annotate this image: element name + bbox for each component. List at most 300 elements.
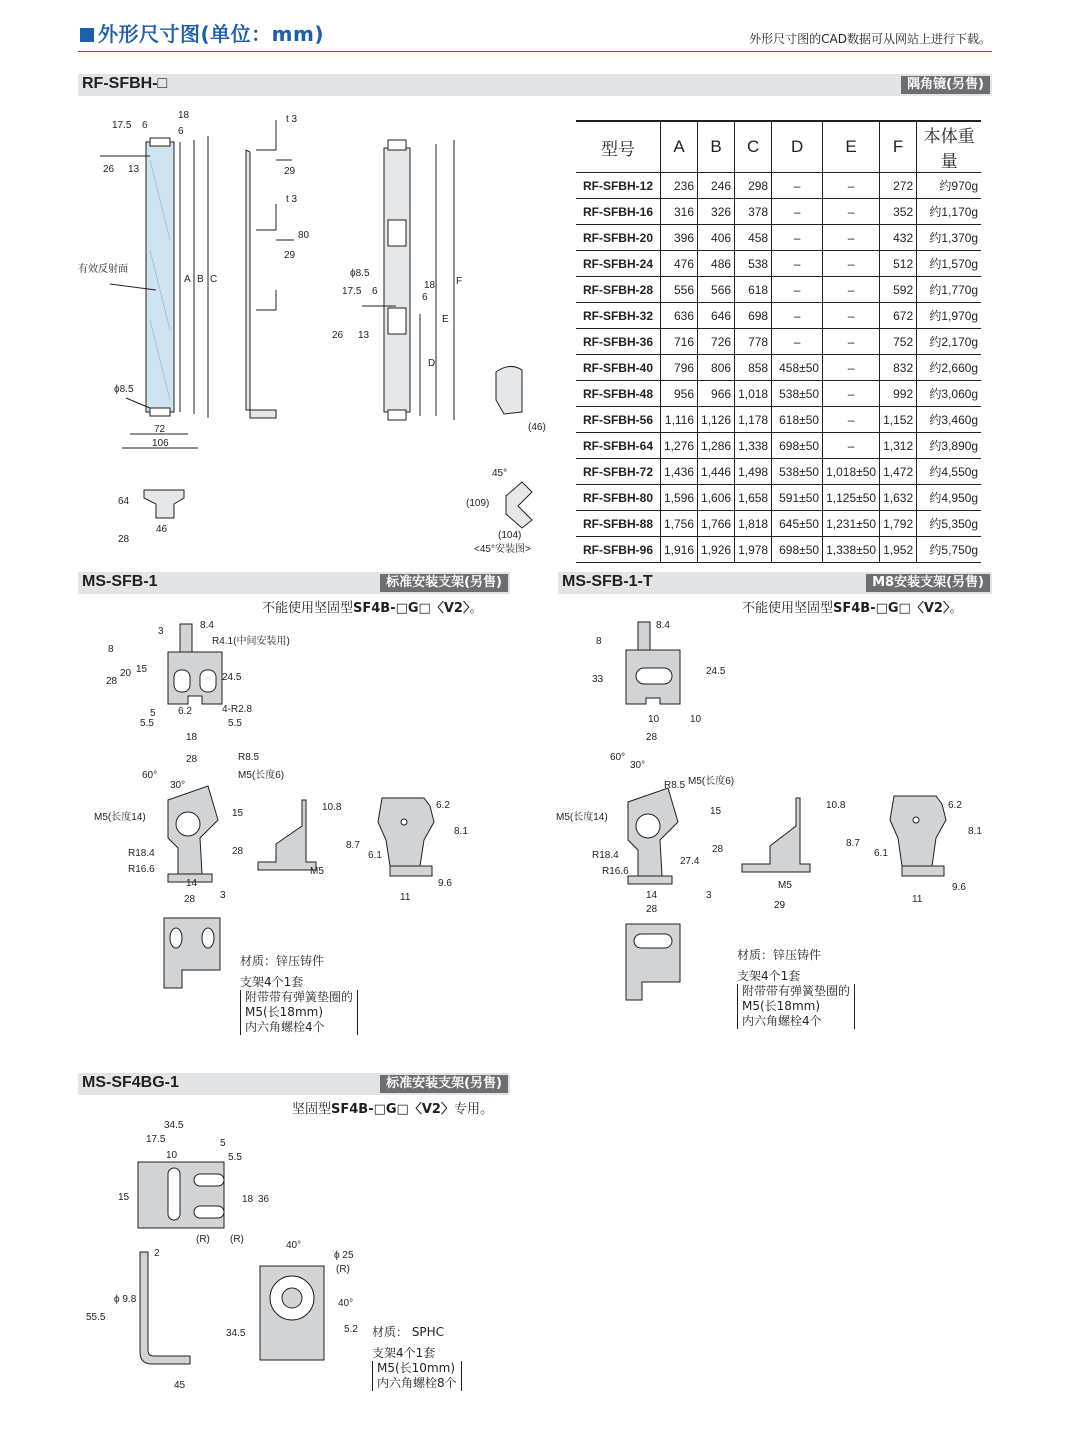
dim-label: 13 [128, 164, 140, 175]
table-cell: 约1,570g [917, 251, 982, 277]
dim-label: 6.2 [948, 800, 962, 811]
bracket-base [902, 866, 944, 876]
table-cell: 672 [880, 303, 917, 329]
table-cell: 966 [698, 381, 735, 407]
slot-hole [174, 670, 190, 692]
dim-label: 27.4 [680, 856, 700, 867]
pivot-hole [176, 812, 200, 836]
table-cell: 246 [698, 173, 735, 199]
table-cell: 1,338 [735, 433, 772, 459]
dim-label: 18 [186, 732, 198, 743]
table-cell: 约1,970g [917, 303, 982, 329]
table-cell: 1,978 [735, 537, 772, 563]
dim-label: 8.1 [454, 826, 468, 837]
model-cell: RF-SFBH-20 [576, 225, 661, 251]
dim-label: 9.6 [952, 882, 966, 893]
model-cell: RF-SFBH-72 [576, 459, 661, 485]
dim-label: 15 [710, 806, 722, 817]
bracket-bottom [164, 918, 220, 988]
table-row [576, 251, 981, 277]
dim-label: t 3 [286, 114, 298, 125]
section-bar-ms-sf4bg-1 [78, 1073, 510, 1095]
dim-label: 28 [232, 846, 244, 857]
front-view [100, 136, 208, 448]
table-cell: – [772, 225, 823, 251]
top-cap [150, 138, 170, 146]
slot-hole [170, 928, 182, 948]
table-row [576, 199, 981, 225]
title-square-icon [80, 28, 94, 42]
dim-label: 10.8 [322, 802, 342, 813]
dim-label: E [442, 314, 449, 325]
dim-label: 28 [184, 894, 196, 905]
table-cell: 618 [735, 277, 772, 303]
dim-label: 29 [284, 166, 296, 177]
top-profile [144, 490, 184, 518]
slot-hole [194, 1174, 224, 1186]
center-hole [401, 819, 407, 825]
slot-hole [200, 670, 216, 692]
table-cell: 1,116 [661, 407, 698, 433]
dim-label: 4-R2.8 [222, 704, 253, 715]
center-hole [913, 817, 919, 823]
bracket-rear [378, 798, 434, 866]
dim-label: R4.1(中间安装用) [212, 636, 290, 647]
table-cell: – [823, 251, 880, 277]
bracket-tab [638, 622, 650, 650]
section-bar-ms-sfb-1-t [558, 572, 992, 594]
table-cell: 约5,750g [917, 537, 982, 563]
cad-download-note: 外形尺寸图的CAD数据可从网站上进行下载。 [749, 32, 991, 46]
header-rule [78, 51, 992, 52]
col-header: E [823, 121, 880, 173]
top-view [138, 1162, 224, 1228]
iso-bracket [496, 366, 522, 414]
mirror-body [146, 142, 174, 412]
table-cell: 1,231±50 [823, 511, 880, 537]
dim-label: 6 [178, 126, 184, 137]
dim-label: 106 [152, 438, 169, 449]
table-cell: 432 [880, 225, 917, 251]
table-cell: – [823, 199, 880, 225]
dim-label: 8.4 [200, 620, 214, 631]
table-cell: – [823, 277, 880, 303]
table-header-row [576, 121, 981, 173]
dim-label: M5(长度6) [688, 776, 735, 787]
back-mid-mount [388, 308, 406, 334]
table-cell: 1,338±50 [823, 537, 880, 563]
dim-label: 18 [242, 1194, 254, 1205]
attachment-bracket: M5(长10mm) 内六角螺栓8个 [372, 1361, 462, 1391]
dim-label: R18.4 [592, 850, 619, 861]
dim-label: 26 [332, 330, 344, 341]
ms-sf4bg-1-drawing [78, 1112, 398, 1402]
material-block [737, 948, 855, 1029]
rear-plate-view [260, 1266, 324, 1360]
top-view [144, 490, 184, 518]
dim-label: 6.2 [178, 706, 192, 717]
side-view-labels [310, 802, 360, 877]
dim-label: R16.6 [128, 864, 155, 875]
dim-label: M5 [778, 880, 792, 891]
table-cell: – [823, 303, 880, 329]
bracket-tab [180, 624, 192, 652]
table-cell: 645±50 [772, 511, 823, 537]
bracket-base [628, 876, 672, 884]
table-cell: 约3,890g [917, 433, 982, 459]
rear-view [890, 796, 946, 876]
dim-label: 40° [286, 1240, 302, 1251]
material: 材质：锌压铸件 [737, 948, 822, 962]
table-cell: 698 [735, 303, 772, 329]
dim-label: 10 [166, 1150, 178, 1161]
table-cell: – [772, 251, 823, 277]
front-view [626, 622, 680, 704]
rf-sfbh-drawing [70, 100, 570, 560]
model-cell: RF-SFBH-16 [576, 199, 661, 225]
table-cell: 726 [698, 329, 735, 355]
table-row [576, 433, 981, 459]
table-cell: – [823, 381, 880, 407]
section-title: MS-SF4BG-1 [82, 1074, 179, 1091]
dim-label: 33 [592, 674, 604, 685]
table-cell: 538 [735, 251, 772, 277]
table-cell: 458±50 [772, 355, 823, 381]
dim-label: 5.5 [140, 718, 154, 729]
table-cell: 1,178 [735, 407, 772, 433]
dim-label: 6 [372, 286, 378, 297]
table-cell: 1,472 [880, 459, 917, 485]
table-cell: 1,952 [880, 537, 917, 563]
table-cell: 636 [661, 303, 698, 329]
table-cell: 1,632 [880, 485, 917, 511]
center-boss [282, 1288, 302, 1308]
install-45-view [506, 482, 532, 528]
table-cell: 1,498 [735, 459, 772, 485]
material: 材质： SPHC [372, 1325, 445, 1339]
dim-label: 8.7 [346, 840, 360, 851]
table-cell: 约970g [917, 173, 982, 199]
table-row [576, 277, 981, 303]
table-cell: 1,436 [661, 459, 698, 485]
material-block [372, 1325, 462, 1391]
slot-hole [636, 668, 672, 684]
set-info: 支架4个1套 [737, 969, 801, 983]
table-cell: 458 [735, 225, 772, 251]
table-cell: 698±50 [772, 433, 823, 459]
dim-label: 8.7 [846, 838, 860, 849]
table-cell: 752 [880, 329, 917, 355]
set-info: 支架4个1套 [372, 1346, 436, 1360]
dim-label: R8.5 [664, 780, 686, 791]
dim-label: 6 [422, 292, 428, 303]
dim-label: D [428, 358, 436, 369]
dim-label: M5 [310, 866, 324, 877]
col-header: D [772, 121, 823, 173]
model-cell: RF-SFBH-28 [576, 277, 661, 303]
dim-label: B [197, 274, 204, 285]
dim-label: 80 [298, 230, 310, 241]
dim-label: ϕ 9.8 [114, 1294, 137, 1305]
model-cell: RF-SFBH-12 [576, 173, 661, 199]
table-cell: – [772, 277, 823, 303]
table-cell: – [772, 329, 823, 355]
side-view-labels [86, 1248, 186, 1391]
dim-label: 5.5 [228, 718, 242, 729]
table-cell: 236 [661, 173, 698, 199]
dim-label: 17.5 [146, 1134, 166, 1145]
table-cell: 806 [698, 355, 735, 381]
dim-label: 45 [174, 1380, 186, 1391]
dim-label: R18.4 [128, 848, 155, 859]
dim-label: R16.6 [602, 866, 629, 877]
dim-label: 15 [232, 808, 244, 819]
table-cell: 约1,770g [917, 277, 982, 303]
angle-view [168, 786, 218, 882]
iso-view [496, 366, 522, 414]
table-cell: 1,916 [661, 537, 698, 563]
table-row [576, 537, 981, 563]
model-cell: RF-SFBH-56 [576, 407, 661, 433]
table-cell: 约4,950g [917, 485, 982, 511]
dim-label: 9.6 [438, 878, 452, 889]
install-45-profile [506, 482, 532, 528]
side-bracket [256, 204, 276, 230]
dim-label: (46) [528, 422, 546, 433]
col-header: C [735, 121, 772, 173]
section-bar-rf-sfbh [78, 74, 992, 96]
table-cell: 1,926 [698, 537, 735, 563]
slot-hole [194, 1206, 224, 1218]
table-row [576, 511, 981, 537]
table-cell: 1,018±50 [823, 459, 880, 485]
table-cell: – [823, 433, 880, 459]
side-view [246, 120, 294, 418]
table-row [576, 329, 981, 355]
dim-label: 13 [358, 330, 370, 341]
model-cell: RF-SFBH-88 [576, 511, 661, 537]
table-cell: – [772, 303, 823, 329]
table-cell: 1,658 [735, 485, 772, 511]
bracket-side [258, 800, 316, 870]
table-cell: 1,756 [661, 511, 698, 537]
rf-sfbh-spec-table [576, 120, 981, 563]
dim-label: 3 [158, 626, 164, 637]
dim-label: 14 [186, 878, 198, 889]
model-cell: RF-SFBH-48 [576, 381, 661, 407]
side-view [742, 798, 810, 872]
dim-label: 6 [142, 120, 148, 131]
dim-label: F [456, 276, 463, 287]
section-title: MS-SFB-1-T [562, 573, 653, 590]
table-cell: – [823, 173, 880, 199]
table-cell: 538±50 [772, 381, 823, 407]
dim-label: (R) [196, 1234, 210, 1245]
bottom-view [164, 918, 220, 988]
bracket-rear [890, 796, 946, 866]
dim-label: M5(长度14) [94, 812, 146, 823]
dim-label: 46 [156, 524, 168, 535]
section-tag: 标准安装支架(另售) [380, 574, 508, 592]
dim-label: 5.2 [344, 1324, 358, 1335]
table-cell: 298 [735, 173, 772, 199]
table-cell: 566 [698, 277, 735, 303]
table-cell: – [823, 407, 880, 433]
table-cell: 698±50 [772, 537, 823, 563]
dim-label: 28 [106, 676, 118, 687]
angle-view [628, 788, 678, 884]
dim-label: 6.1 [874, 848, 888, 859]
table-cell: 约2,660g [917, 355, 982, 381]
table-cell: 486 [698, 251, 735, 277]
section-title: MS-SFB-1 [82, 573, 158, 590]
dim-label: 24.5 [706, 666, 726, 677]
section-tag: 标准安装支架(另售) [380, 1075, 508, 1093]
compat-note: 坚固型SF4B-□G□〈V2〉专用。 [292, 1102, 493, 1117]
table-cell: 约4,550g [917, 459, 982, 485]
dim-label: 64 [118, 496, 130, 507]
dim-label: 2 [154, 1248, 160, 1259]
table-cell: 约1,370g [917, 225, 982, 251]
bottom-view [626, 924, 680, 1000]
table-cell: 476 [661, 251, 698, 277]
dim-label: 28 [186, 754, 198, 765]
dim-label: 28 [712, 844, 724, 855]
dim-label: ϕ8.5 [350, 268, 370, 279]
dim-label: 28 [118, 534, 130, 545]
dim-label: 18 [178, 110, 190, 121]
table-cell: – [823, 355, 880, 381]
section-tag: 隅角镜(另售) [901, 76, 990, 94]
slot-hole [634, 934, 672, 948]
dim-label: 3 [706, 890, 712, 901]
table-cell: 796 [661, 355, 698, 381]
model-cell: RF-SFBH-80 [576, 485, 661, 511]
dim-label: 60° [142, 770, 158, 781]
table-cell: 1,312 [880, 433, 917, 459]
dim-label: 28 [646, 904, 658, 915]
table-cell: 618±50 [772, 407, 823, 433]
side-bracket [256, 290, 276, 310]
table-cell: 1,018 [735, 381, 772, 407]
dim-label: R8.5 [238, 752, 260, 763]
table-cell: 1,446 [698, 459, 735, 485]
dim-label: 8.4 [656, 620, 670, 631]
col-header: A [661, 121, 698, 173]
dim-label: 5 [150, 708, 156, 719]
table-cell: 1,125±50 [823, 485, 880, 511]
model-cell: RF-SFBH-24 [576, 251, 661, 277]
table-cell: 832 [880, 355, 917, 381]
attachment-bracket: 附带带有弹簧垫圈的 M5(长18mm) 内六角螺栓4个 [240, 990, 358, 1035]
col-header: B [698, 121, 735, 173]
dim-label: 20 [120, 668, 132, 679]
back-view [362, 140, 454, 420]
table-row [576, 485, 981, 511]
table-cell: 352 [880, 199, 917, 225]
table-cell: 1,596 [661, 485, 698, 511]
dim-label: 30° [170, 780, 186, 791]
slot-hole [168, 1168, 180, 1220]
table-row [576, 381, 981, 407]
table-cell: 约3,460g [917, 407, 982, 433]
dim-label: 11 [912, 894, 923, 905]
rear-view [378, 798, 434, 876]
model-cell: RF-SFBH-64 [576, 433, 661, 459]
table-cell: 378 [735, 199, 772, 225]
table-cell: 646 [698, 303, 735, 329]
model-cell: RF-SFBH-36 [576, 329, 661, 355]
table-cell: 316 [661, 199, 698, 225]
dim-label: 26 [103, 164, 115, 175]
bracket-base [390, 866, 432, 876]
dim-label: 17.5 [342, 286, 362, 297]
dim-label: 29 [774, 900, 786, 911]
dim-label: (R) [230, 1234, 244, 1245]
table-cell: 约2,170g [917, 329, 982, 355]
table-cell: 约5,350g [917, 511, 982, 537]
set-info: 支架4个1套 [240, 975, 304, 989]
dim-label: 10 [648, 714, 660, 725]
table-row [576, 225, 981, 251]
dim-label: 8 [108, 644, 114, 655]
side-view-labels [284, 114, 310, 261]
install-45-caption: <45°安装图> [474, 544, 531, 555]
table-row [576, 303, 981, 329]
material: 材质：锌压铸件 [240, 954, 325, 968]
attachment-bracket: 附带带有弹簧垫圈的 M5(长18mm) 内六角螺栓4个 [737, 984, 855, 1029]
dim-label: 40° [338, 1298, 354, 1309]
dim-label: 11 [400, 892, 411, 903]
table-cell: – [823, 329, 880, 355]
dim-label: 14 [646, 890, 658, 901]
dim-label: ϕ8.5 [114, 384, 134, 395]
dim-label: 5.5 [228, 1152, 242, 1163]
col-header: F [880, 121, 917, 173]
dim-label: 6.2 [436, 800, 450, 811]
dim-label: 10 [690, 714, 702, 725]
table-cell: 1,152 [880, 407, 917, 433]
table-cell: 1,126 [698, 407, 735, 433]
dim-label: (109) [466, 498, 490, 509]
section-bar-ms-sfb-1 [78, 572, 510, 594]
side-view [258, 800, 316, 870]
back-mid-mount [388, 220, 406, 246]
table-cell: 326 [698, 199, 735, 225]
page-title: 外形尺寸图(单位：mm) [80, 18, 324, 47]
col-header: 型号 [576, 121, 661, 173]
dim-label: 10.8 [826, 800, 846, 811]
side-view [140, 1252, 190, 1364]
dim-label: (104) [498, 530, 522, 541]
table-cell: 858 [735, 355, 772, 381]
dim-label: 29 [284, 250, 296, 261]
dim-label: 24.5 [222, 672, 242, 683]
table-cell: 1,792 [880, 511, 917, 537]
table-cell: 1,818 [735, 511, 772, 537]
pivot-hole [636, 814, 660, 838]
table-cell: 956 [661, 381, 698, 407]
dim-label: 72 [154, 424, 166, 435]
table-cell: – [772, 199, 823, 225]
dim-label: 60° [610, 752, 626, 763]
dim-label: t 3 [286, 194, 298, 205]
dim-label: 8 [596, 636, 602, 647]
back-body [384, 148, 410, 412]
table-row [576, 459, 981, 485]
bracket-side [742, 798, 810, 872]
table-cell: 778 [735, 329, 772, 355]
